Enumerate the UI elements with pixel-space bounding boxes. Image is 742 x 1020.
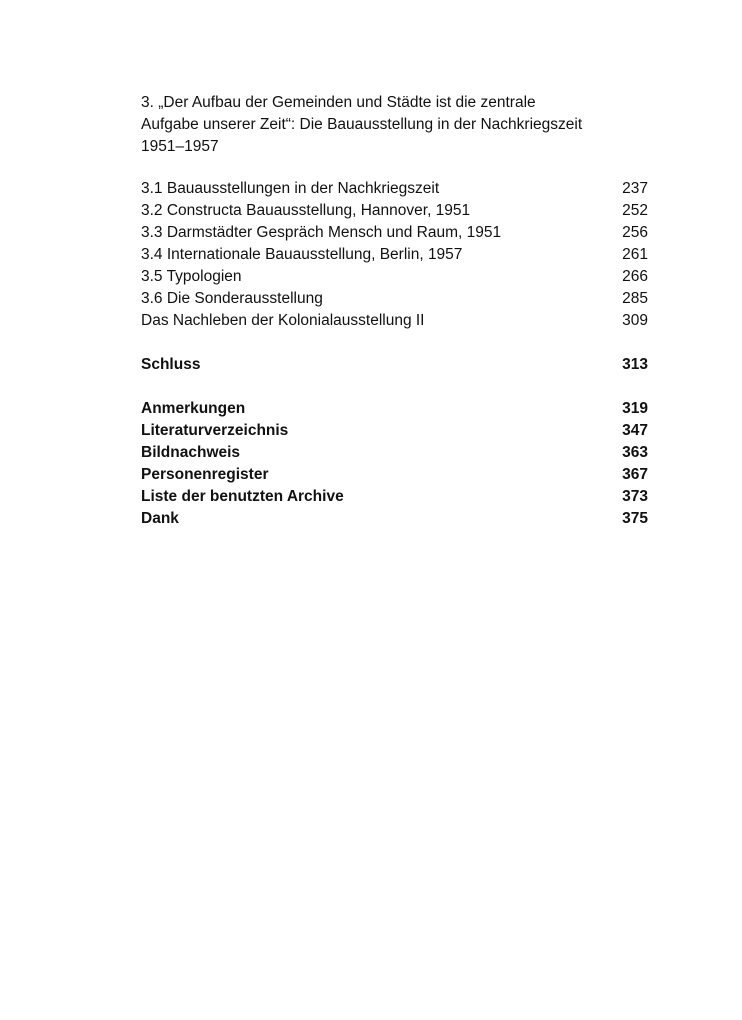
chapter-title-line: Aufgabe unserer Zeit“: Die Bauausstellung in der Nachkriegszeit [141,116,583,133]
spacer [141,376,648,398]
toc-entry[interactable] [141,508,648,530]
toc-entry[interactable] [141,244,648,266]
toc-entry[interactable] [141,442,648,464]
toc-entry-label: Liste der benutzten Archive [141,488,344,505]
spacer [141,332,648,354]
toc-entry[interactable] [141,222,648,244]
toc-entry-label: Personenregister [141,466,269,483]
toc-entry-label: Das Nachleben der Kolonialausstellung II [141,312,425,329]
toc-entry-page: 363 [622,444,648,461]
toc-entry-label: 3.5 Typologien [141,268,242,285]
appendix-list [141,398,648,530]
toc-entry-label: 3.6 Die Sonderausstellung [141,290,323,307]
toc-entry[interactable] [141,420,648,442]
toc-entry[interactable] [141,288,648,310]
chapter-title [141,92,648,158]
toc-entry-page: 256 [622,224,648,241]
toc-entry-page: 367 [622,466,648,483]
toc-entry-label: Anmerkungen [141,400,246,417]
toc-entry-page: 266 [622,268,648,285]
chapter-title-line: 1951–1957 [141,138,219,155]
toc-entry-label: Dank [141,510,179,527]
toc-entry-label: Bildnachweis [141,444,241,461]
toc-entry-label: 3.1 Bauausstellungen in der Nachkriegszeit [141,180,440,197]
toc-entry-label: 3.4 Internationale Bauausstellung, Berlin, 1957 [141,246,463,263]
toc-entry[interactable] [141,310,648,332]
toc-entry-page: 347 [622,422,648,439]
toc-entry-label: 3.3 Darmstädter Gespräch Mensch und Raum, 1951 [141,224,502,241]
section-list [141,178,648,332]
toc-entry-page: 285 [622,290,648,307]
toc-entry-page: 313 [622,356,648,373]
conclusion-list [141,354,648,376]
toc-entry-page: 319 [622,400,648,417]
toc-entry-label: 3.2 Constructa Bauausstellung, Hannover, 1951 [141,202,471,219]
toc-entry[interactable] [141,178,648,200]
toc-entry[interactable] [141,266,648,288]
toc-entry-page: 261 [622,246,648,263]
toc-entry-label: Schluss [141,356,201,373]
chapter-title-line: 3. „Der Aufbau der Gemeinden und Städte ist die zentrale [141,94,536,111]
toc-entry[interactable] [141,200,648,222]
toc-entry-page: 373 [622,488,648,505]
table-of-contents [141,92,648,530]
toc-entry-page: 309 [622,312,648,329]
toc-entry-page: 252 [622,202,648,219]
toc-entry-conclusion[interactable] [141,354,648,376]
toc-entry-page: 375 [622,510,648,527]
toc-entry-page: 237 [622,180,648,197]
toc-entry[interactable] [141,464,648,486]
toc-entry-label: Literaturverzeichnis [141,422,289,439]
toc-entry[interactable] [141,486,648,508]
toc-entry[interactable] [141,398,648,420]
